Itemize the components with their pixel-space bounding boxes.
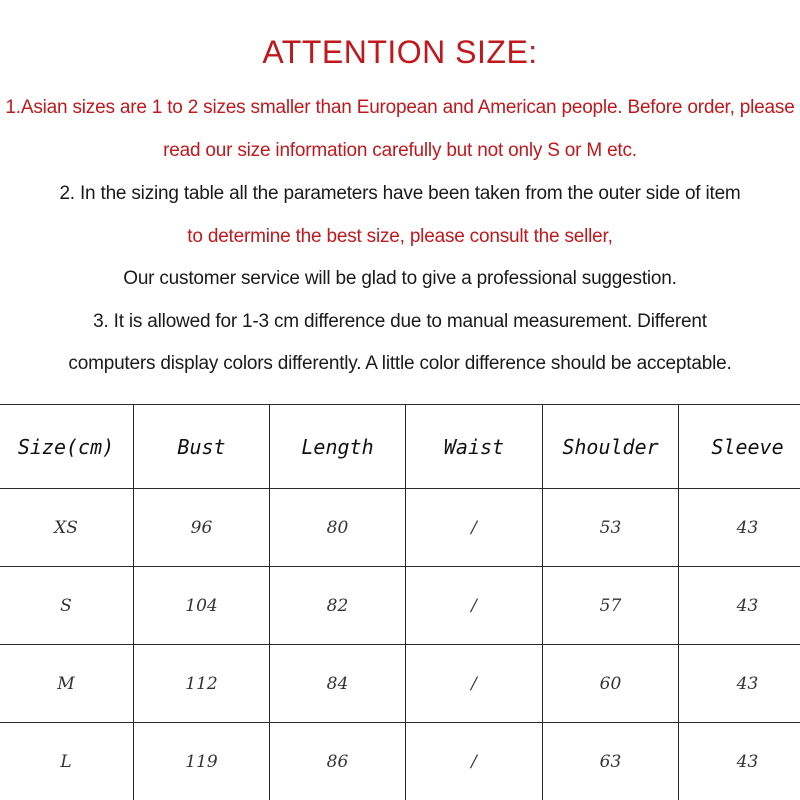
cell-size: L: [0, 723, 134, 800]
notice-title: ATTENTION SIZE:: [262, 34, 538, 70]
cell-shoulder: 60: [543, 645, 679, 723]
notice-line-5: Our customer service will be glad to give a professional suggestion.: [123, 268, 677, 289]
header-sleeve: Sleeve: [679, 405, 800, 489]
cell-size: M: [0, 645, 134, 723]
table-row: [0, 567, 800, 645]
cell-bust: 104: [134, 567, 270, 645]
header-shoulder: Shoulder: [543, 405, 679, 489]
notice-line-7: computers display colors differently. A little color difference should be acceptable.: [68, 353, 732, 374]
cell-waist: /: [406, 723, 543, 800]
cell-bust: 119: [134, 723, 270, 800]
cell-shoulder: 63: [543, 723, 679, 800]
header-waist: Waist: [406, 405, 543, 489]
header-bust: Bust: [134, 405, 270, 489]
cell-length: 80: [270, 489, 406, 567]
cell-sleeve: 43: [679, 645, 800, 723]
cell-waist: /: [406, 489, 543, 567]
size-table: [0, 404, 800, 800]
cell-length: 84: [270, 645, 406, 723]
cell-shoulder: 53: [543, 489, 679, 567]
table-row: [0, 723, 800, 800]
notice-line-1: 1.Asian sizes are 1 to 2 sizes smaller than European and American people. Before order, please: [5, 97, 795, 118]
cell-sleeve: 43: [679, 489, 800, 567]
table-header-row: [0, 405, 800, 489]
cell-length: 86: [270, 723, 406, 800]
cell-size: S: [0, 567, 134, 645]
table-row: [0, 645, 800, 723]
cell-bust: 96: [134, 489, 270, 567]
cell-size: XS: [0, 489, 134, 567]
notice-line-6: 3. It is allowed for 1-3 cm difference due to manual measurement. Different: [93, 311, 707, 332]
cell-waist: /: [406, 567, 543, 645]
cell-bust: 112: [134, 645, 270, 723]
table-row: [0, 489, 800, 567]
notice-line-4: to determine the best size, please consult the seller,: [187, 226, 613, 247]
cell-sleeve: 43: [679, 723, 800, 800]
cell-shoulder: 57: [543, 567, 679, 645]
cell-sleeve: 43: [679, 567, 800, 645]
cell-waist: /: [406, 645, 543, 723]
notice-line-3: 2. In the sizing table all the parameters have been taken from the outer side of item: [59, 183, 741, 204]
header-length: Length: [270, 405, 406, 489]
notice-line-2: read our size information carefully but not only S or M etc.: [163, 140, 637, 161]
cell-length: 82: [270, 567, 406, 645]
header-size: Size(cm): [0, 405, 134, 489]
